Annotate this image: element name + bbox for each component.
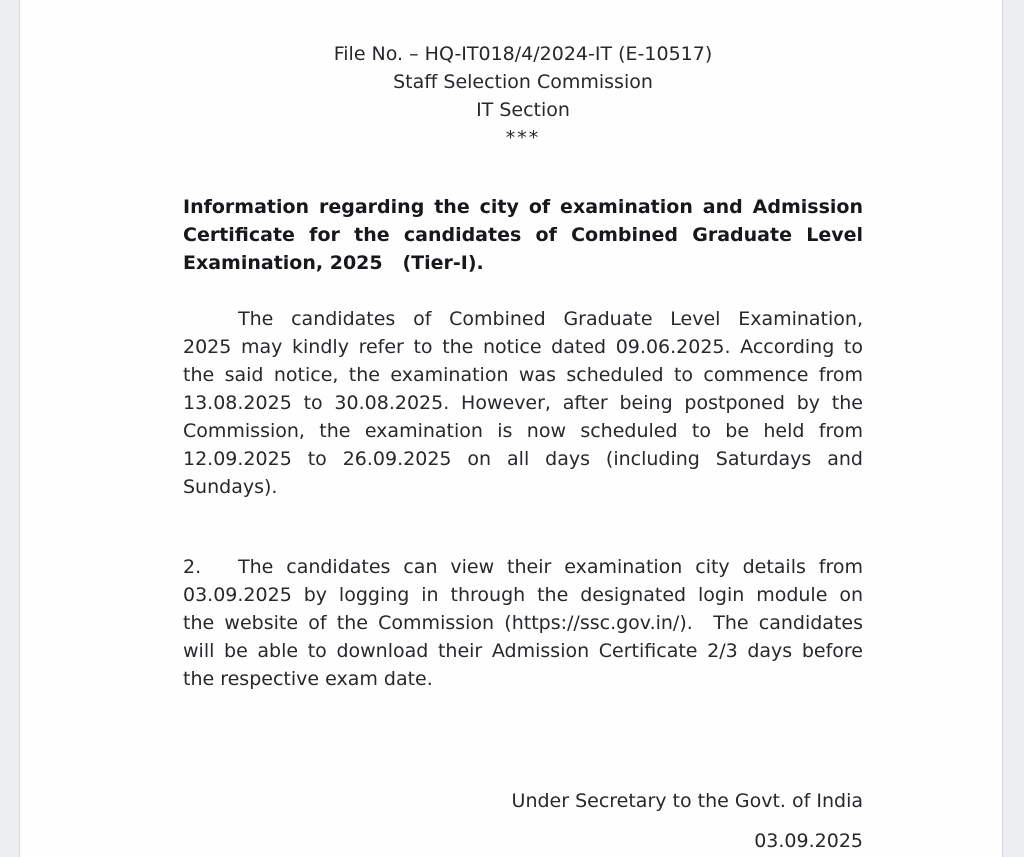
notice-title <box>183 193 863 277</box>
para1-line-5: Commission, the examination is now scheduled to be held from <box>183 420 863 442</box>
notice-date: 03.09.2025 <box>754 830 863 852</box>
section-name: IT Section <box>476 99 570 121</box>
para2-line-3: the website of the Commission (https://ssc.gov.in/). The candidates <box>183 612 863 634</box>
title-line-1: Information regarding the city of examination and Admission <box>183 196 863 218</box>
signatory: Under Secretary to the Govt. of India <box>511 790 863 812</box>
paragraph-number: 2. <box>183 556 202 578</box>
para1-line-2: 2025 may kindly refer to the notice dated 09.06.2025. According to <box>183 336 863 358</box>
para1-line-7: Sundays). <box>183 476 278 498</box>
title-line-2: Certificate for the candidates of Combined Graduate Level <box>183 224 863 246</box>
para2-line-1 <box>183 553 863 581</box>
paragraph-2 <box>183 553 863 693</box>
para1-line-4: 13.08.2025 to 30.08.2025. However, after being postponed by the <box>183 392 863 414</box>
title-line-3: Examination, 2025 (Tier-I). <box>183 252 484 274</box>
scan-edge-left <box>0 0 20 857</box>
paragraph-1 <box>183 305 863 501</box>
para2-line-1-text: The candidates can view their examination city details from <box>238 556 863 578</box>
file-number: File No. – HQ-IT018/4/2024-IT (E-10517) <box>333 43 713 65</box>
para2-line-4: will be able to download their Admission Certificate 2/3 days before <box>183 640 863 662</box>
para2-line-5: the respective exam date. <box>183 668 433 690</box>
separator-stars: *** <box>505 127 541 149</box>
organization-name: Staff Selection Commission <box>393 71 653 93</box>
para1-line-3: the said notice, the examination was scheduled to commence from <box>183 364 863 386</box>
para1-line-6: 12.09.2025 to 26.09.2025 on all days (including Saturdays and <box>183 448 863 470</box>
para2-line-2: 03.09.2025 by logging in through the designated login module on <box>183 584 863 606</box>
document-page <box>183 0 863 855</box>
letterhead <box>183 0 863 152</box>
para1-line-1: The candidates of Combined Graduate Level Examination, <box>238 308 863 330</box>
scan-edge-right <box>1002 0 1024 857</box>
